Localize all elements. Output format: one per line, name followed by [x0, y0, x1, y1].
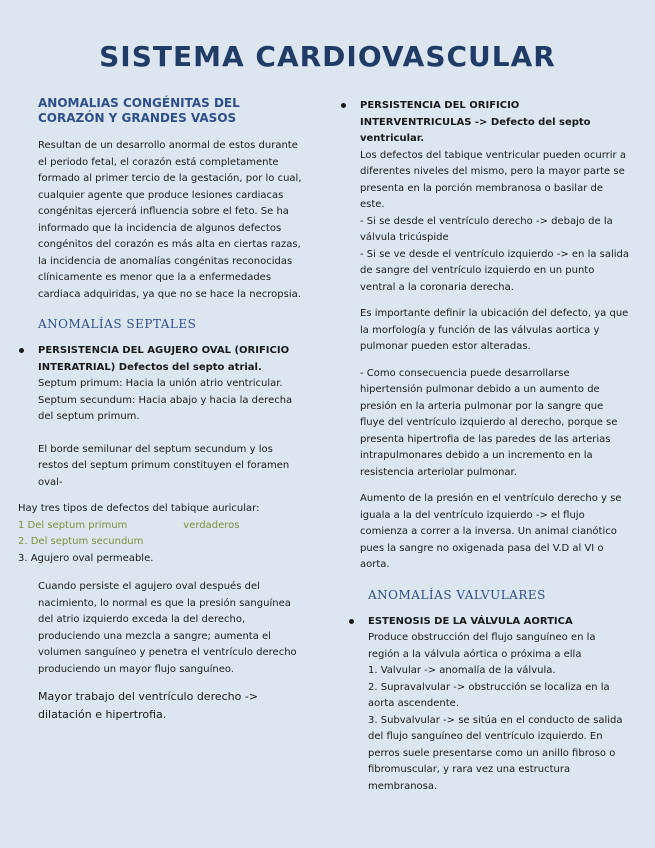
bullet-dot [19, 348, 24, 353]
tipo-1-note: verdaderos [183, 519, 240, 531]
consecuencia-paragraph: - Como consecuencia puede desarrollarse hipertensión pulmonar debido a un aumento de presión en la arteria pulmonar por la sangre que fluye del ventrículo izquierdo al derecho, porque se presenta hipertrofia de las paredes de las arterias intrapulmonares debido a un incremento en la resistencia arteriolar pulmonar. [360, 367, 618, 478]
estenosis-intro: Produce obstrucción del flujo sanguíneo en la región a la válvula aórtica o próxima a ella [368, 632, 596, 660]
right-column [340, 98, 630, 795]
tipo-2: 2. Del septum secundum [18, 536, 144, 547]
si-izquierdo-text: - Si se ve desde el ventrículo izquierdo -> en la salida de sangre del ventrículo izquierdo en un punto ventral a la coronaria derecha. [360, 248, 630, 293]
bullet-title: PERSISTENCIA DEL AGUJERO OVAL (ORIFICIO INTERATRIAL) Defectos del septo atrial. [38, 345, 290, 373]
tipos-list [18, 501, 302, 567]
bullet-interventricular [340, 98, 630, 296]
left-column [18, 96, 302, 724]
tipo-1-label: 1 Del septum primum [18, 519, 128, 531]
tipos-intro: Hay tres tipos de defectos del tabique auricular: [18, 503, 260, 514]
bullet-estenosis [340, 614, 630, 796]
estenosis-item-2: 2. Supravalvular -> obstrucción se localiza en la aorta ascendente. [368, 681, 610, 709]
importante-paragraph: Es importante definir la ubicación del defecto, ya que la morfología y función de las válvulas aortica y pulmonar pueden estor alteradas. [360, 308, 629, 352]
aumento-paragraph: Aumento de la presión en el ventrículo derecho y se iguala a la del ventrículo izquierdo -> el flujo comienza a correr a la inversa. Un animal cianótico pues la sangre no oxigenada pasa del V.D al VI o aorta. [360, 493, 622, 570]
page-title: SISTEMA CARDIOVASCULAR [99, 40, 556, 73]
mayor-trabajo-paragraph: Mayor trabajo del ventrículo derecho -> dilatación e hipertrofia. [38, 690, 259, 721]
estenosis-item-1: 1. Valvular -> anomalía de la válvula. [368, 665, 556, 676]
section-heading-valvulares: ANOMALÍAS VALVULARES [368, 587, 546, 602]
section-heading-septales: ANOMALÍAS SEPTALES [38, 317, 197, 331]
estenosis-title: ESTENOSIS DE LA VÁLVULA AORTICA [368, 615, 573, 627]
tipo-1 [18, 518, 302, 535]
persiste-paragraph: Cuando persiste el agujero oval después del nacimiento, lo normal es que la presión sanguínea del atrio izquierdo exceda la del derecho, produciendo una mezcla a sangre; aumenta el volumen sanguíneo y penetra el ventrículo derecho produciendo un mayor flujo sanguíneo. [38, 581, 297, 675]
estenosis-item-3: 3. Subvalvular -> se sitúa en el conducto de salida del flujo sanguíneo del ventrículo izquierdo. En perros suele presentarse como un anillo fibroso o fibromuscular, y rara vez una estructura membranosa. [368, 714, 623, 792]
bullet-agujero-oval [18, 343, 302, 491]
tipo-3: 3. Agujero oval permeable. [18, 552, 154, 564]
bullet-dot [349, 619, 354, 624]
bullet-title: PERSISTENCIA DEL ORIFICIO INTERVENTRICULAS -> Defecto del septo ventricular. [360, 100, 591, 144]
defectos-text: Los defectos del tabique ventricular pueden ocurrir a diferentes niveles del mismo, pero la mayor parte se presenta en la porción membranosa o basilar de este. [360, 149, 626, 210]
section-heading-anomalias: ANOMALIAS CONGÉNITAS DEL CORAZÓN Y GRANDES VASOS [38, 96, 240, 125]
septum-secundum-text: Septum secundum: Hacia abajo y hacia la derecha del septum primum. [38, 394, 293, 422]
borde-text: El borde semilunar del septum secundum y los restos del septum primum constituyen el foramen oval- [38, 443, 290, 488]
intro-paragraph: Resultan de un desarrollo anormal de estos durante el periodo fetal, el corazón está completamente formado al primer tercio de la gestación, por lo cual, cualquier agente que produce lesiones cardiacas congénitas ejercerá influencia sobre el feto. Se ha informado que la incidencia de algunos defectos congénitos del corazón es más alta en ciertas razas, la incidencia de anomalías congénitas reconocidas clínicamente es menor que la a enfermedades cardiaca adquiridas, ya que no se hace la necropsia. [38, 140, 302, 300]
bullet-dot [341, 103, 346, 108]
si-derecho-text: - Si se desde el ventrículo derecho -> debajo de la válvula tricúspide [360, 215, 613, 243]
septum-primum-text: Septum primum: Hacia la unión atrio ventricular. [38, 378, 283, 389]
